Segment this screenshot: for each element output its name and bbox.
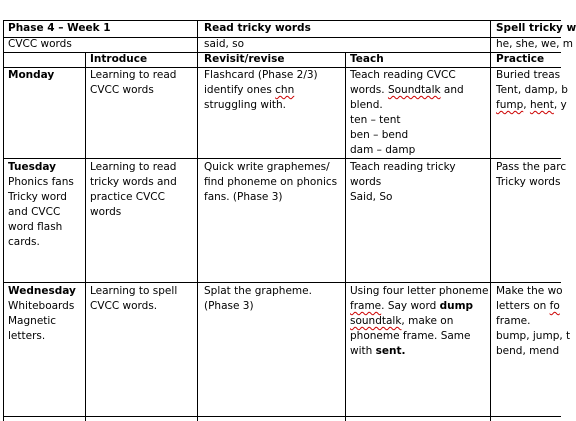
emphasis-word: sent. bbox=[375, 345, 406, 357]
wednesday-revisit bbox=[204, 284, 312, 314]
text-line: CVCC words bbox=[90, 84, 154, 96]
text-line: and CVCC bbox=[8, 206, 61, 218]
monday-teach bbox=[350, 68, 464, 158]
text-fragment: words. bbox=[350, 84, 388, 96]
text-line: bump, jump, t bbox=[496, 330, 571, 342]
tricky-words-list: said, so bbox=[204, 38, 245, 50]
emphasis-word: dump bbox=[439, 300, 474, 312]
grid-line bbox=[197, 20, 198, 421]
text-fragment: . Say word bbox=[381, 300, 440, 312]
text-line bbox=[496, 98, 567, 113]
text-line: Make the wo bbox=[496, 285, 563, 297]
wednesday-practice bbox=[496, 284, 571, 359]
tuesday-practice bbox=[496, 160, 567, 190]
plan-title: Phase 4 – Week 1 bbox=[8, 22, 111, 34]
col-practice: Practice bbox=[496, 53, 545, 65]
text-line: practice CVCC bbox=[90, 191, 165, 203]
tuesday-teach bbox=[350, 160, 456, 205]
text-line: cards. bbox=[8, 236, 40, 248]
focus-words: CVCC words bbox=[8, 38, 72, 50]
text-line: Learning to read bbox=[90, 69, 177, 81]
grid-line bbox=[3, 416, 561, 417]
grid-line bbox=[3, 20, 4, 421]
spellcheck-word: fo bbox=[549, 300, 560, 312]
day-tuesday: Tuesday bbox=[8, 161, 56, 173]
text-line: word flash bbox=[8, 221, 63, 233]
text-fragment: identify ones bbox=[204, 84, 276, 96]
day-monday: Monday bbox=[8, 69, 55, 81]
grid-line bbox=[3, 37, 561, 38]
spell-tricky-heading: Spell tricky w bbox=[496, 22, 576, 34]
text-line: Whiteboards bbox=[8, 300, 75, 312]
text-fragment: and bbox=[440, 84, 464, 96]
text-fragment: , make on bbox=[401, 315, 454, 327]
text-line: ben – bend bbox=[350, 129, 409, 141]
text-line: Flashcard (Phase 2/3) bbox=[204, 69, 318, 81]
text-line bbox=[350, 299, 488, 314]
spellcheck-word: soundtalk bbox=[350, 315, 402, 327]
tuesday-introduce bbox=[90, 160, 177, 220]
col-revisit: Revisit/revise bbox=[204, 53, 285, 65]
text-line: Teach reading CVCC bbox=[350, 69, 456, 81]
spellcheck-word: hent bbox=[529, 99, 554, 111]
grid-line bbox=[345, 52, 346, 421]
monday-revisit bbox=[204, 68, 318, 113]
spellcheck-word: Soundtalk bbox=[387, 84, 441, 96]
text-line: (Phase 3) bbox=[204, 300, 254, 312]
text-line: ten – tent bbox=[350, 114, 401, 126]
col-introduce: Introduce bbox=[90, 53, 148, 65]
text-line: letters. bbox=[8, 330, 46, 342]
monday-introduce bbox=[90, 68, 176, 98]
day-wednesday: Wednesday bbox=[8, 285, 76, 297]
wednesday-teach bbox=[350, 284, 488, 359]
spellcheck-word: chn bbox=[275, 84, 295, 96]
text-line: Tricky words bbox=[496, 176, 561, 188]
tuesday-revisit bbox=[204, 160, 337, 205]
monday-practice bbox=[496, 68, 568, 113]
text-fragment: letters on bbox=[496, 300, 550, 312]
text-line bbox=[350, 314, 488, 329]
text-line: CVCC words. bbox=[90, 300, 158, 312]
text-line: struggling with. bbox=[204, 99, 286, 111]
text-line bbox=[350, 83, 464, 98]
tuesday-day-cell bbox=[8, 160, 74, 250]
text-line: fans. (Phase 3) bbox=[204, 191, 283, 203]
text-line: Learning to read bbox=[90, 161, 177, 173]
text-line: Using four letter phoneme bbox=[350, 285, 489, 297]
text-line: words bbox=[350, 176, 382, 188]
text-line: tricky words and bbox=[90, 176, 177, 188]
spellcheck-word: frame bbox=[350, 300, 382, 312]
tricky-words-heading: Read tricky words bbox=[204, 22, 311, 34]
grid-line bbox=[3, 282, 561, 283]
spellcheck-word: fump bbox=[496, 99, 524, 111]
text-line: Buried treas bbox=[496, 69, 561, 81]
text-line: find phoneme on phonics bbox=[204, 176, 338, 188]
text-line: Teach reading tricky bbox=[350, 161, 456, 173]
text-line: Pass the parc bbox=[496, 161, 567, 173]
text-fragment: , bbox=[523, 99, 530, 111]
wednesday-day-cell bbox=[8, 284, 76, 344]
text-line: words bbox=[90, 206, 122, 218]
text-line: Phonics fans bbox=[8, 176, 74, 188]
text-line bbox=[496, 299, 561, 314]
text-line: Tricky word bbox=[8, 191, 67, 203]
text-line bbox=[204, 83, 318, 98]
text-line: phoneme frame. Same bbox=[350, 330, 471, 342]
text-line: Learning to spell bbox=[90, 285, 178, 297]
text-line: blend. bbox=[350, 99, 383, 111]
grid-line bbox=[85, 52, 86, 421]
text-line: dam – damp bbox=[350, 144, 416, 156]
wednesday-introduce bbox=[90, 284, 177, 314]
text-fragment: with bbox=[350, 345, 376, 357]
grid-line bbox=[490, 20, 491, 421]
text-line bbox=[350, 344, 488, 359]
text-line: Tent, damp, b bbox=[496, 84, 568, 96]
spell-words-list: he, she, we, m bbox=[496, 38, 574, 50]
text-line: Said, So bbox=[350, 191, 393, 203]
text-line: Splat the grapheme. bbox=[204, 285, 312, 297]
text-line: Quick write graphemes/ bbox=[204, 161, 330, 173]
col-teach: Teach bbox=[350, 53, 384, 65]
text-fragment: , y bbox=[553, 99, 567, 111]
text-line: frame. bbox=[496, 315, 531, 327]
grid-line bbox=[3, 158, 561, 159]
text-line: bend, mend bbox=[496, 345, 560, 357]
text-line: Magnetic bbox=[8, 315, 57, 327]
